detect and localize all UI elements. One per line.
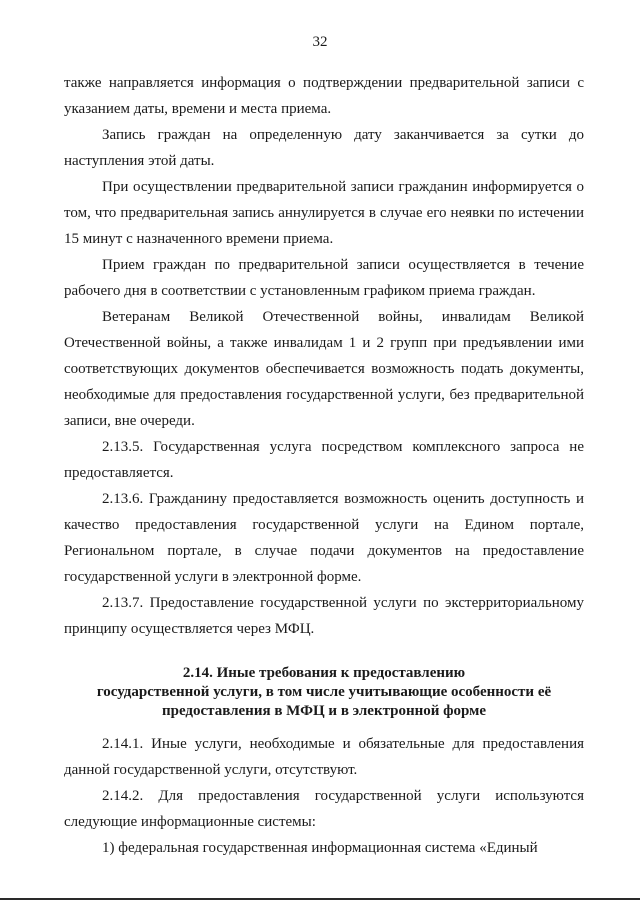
section-heading-2-14 — [64, 664, 584, 721]
paragraph-2-14-1: 2.14.1. Иные услуги, необходимые и обязательные для предоставления данной государственной услуги, отсутствуют. — [64, 736, 584, 778]
paragraph: Ветеранам Великой Отечественной войны, инвалидам Великой Отечественной войны, а также инвалидам 1 и 2 групп при предъявлении ими соответствующих документов обеспечивается возможность подать документы, необходимые для предоставления государственной услуги, без предварительной записи, вне очереди. — [64, 309, 584, 429]
paragraph: Прием граждан по предварительной записи осуществляется в течение рабочего дня в соответствии с установленным графиком приема граждан. — [64, 257, 584, 299]
paragraph-2-13-6: 2.13.6. Гражданину предоставляется возможность оценить доступность и качество предоставления государственной услуги на Едином портале, Региональном портале, в случае подачи документов на предоставление государственной услуги в электронной форме. — [64, 491, 584, 585]
paragraph-2-13-5: 2.13.5. Государственная услуга посредством комплексного запроса не предоставляется. — [64, 439, 584, 481]
page-bottom-edge — [0, 898, 640, 900]
paragraph-continuation: также направляется информация о подтверждении предварительной записи с указанием даты, времени и места приема. — [64, 75, 584, 117]
paragraph-2-14-2: 2.14.2. Для предоставления государственной услуги используются следующие информационные системы: — [64, 788, 584, 830]
page-number: 32 — [312, 34, 328, 50]
paragraph-2-13-7: 2.13.7. Предоставление государственной услуги по экстерриториальному принципу осуществляется через МФЦ. — [64, 595, 584, 637]
heading-line: предоставления в МФЦ и в электронной форме — [161, 703, 487, 719]
list-item: 1) федеральная государственная информационная система «Единый — [102, 840, 538, 856]
paragraph: При осуществлении предварительной записи гражданин информируется о том, что предварительная запись аннулируется в случае его неявки по истечении 15 минут с назначенного времени приема. — [64, 179, 584, 247]
heading-line: 2.14. Иные требования к предоставлению — [182, 665, 466, 681]
heading-line: государственной услуги, в том числе учитывающие особенности её — [96, 684, 552, 700]
paragraph: Запись граждан на определенную дату заканчивается за сутки до наступления этой даты. — [64, 127, 584, 169]
document-body — [64, 70, 584, 861]
